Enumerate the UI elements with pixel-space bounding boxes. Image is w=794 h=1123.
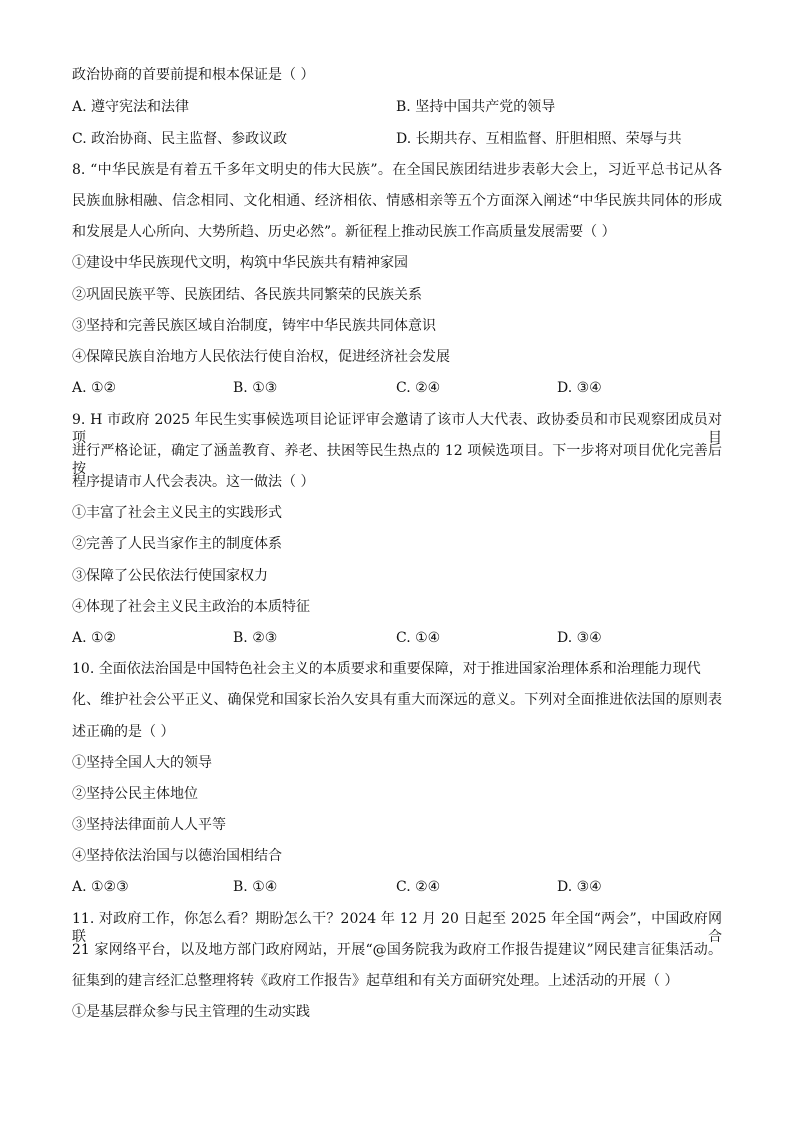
q9-option-a: A. ①② <box>72 630 117 646</box>
q8-item-4: ④保障民族自治地方人民依法行使自治权，促进经济社会发展 <box>72 349 450 365</box>
q10-item-4: ④坚持依法治国与以德治国相结合 <box>72 848 282 864</box>
q10-item-2: ②坚持公民主体地位 <box>72 786 198 802</box>
q9-option-b: B. ②③ <box>233 630 278 646</box>
q10-option-b: B. ①④ <box>233 879 278 895</box>
q8-stem-line-2: 民族血脉相融、信念相同、文化相通、经济相依、情感相亲等五个方面深入阐述“中华民族共同体的形成 <box>72 193 722 209</box>
q10-option-c: C. ②④ <box>396 879 441 895</box>
q9-option-c: C. ①④ <box>396 630 441 646</box>
q11-stem-line-3: 征集到的建言经汇总整理将转《政府工作报告》起草组和有关方面研究处理。上述活动的开展（ ） <box>72 973 679 989</box>
q7-stem: 政治协商的首要前提和根本保证是（ ） <box>72 67 315 83</box>
q10-option-d: D. ③④ <box>557 879 602 895</box>
q11-stem-line-2: 21 家网络平台，以及地方部门政府网站，开展“@国务院我为政府工作报告提建议”网民建言征集活动。 <box>72 942 722 958</box>
q9-item-4: ④体现了社会主义民主政治的本质特征 <box>72 599 310 615</box>
q9-stem-line-2: 进行严格论证，确定了涵盖教育、养老、扶困等民生热点的 12 项候选项目。下一步将对项目优化完善后按 <box>72 443 722 477</box>
q10-item-3: ③坚持法律面前人人平等 <box>72 817 226 833</box>
q8-item-3: ③坚持和完善民族区域自治制度，铸牢中华民族共同体意识 <box>72 318 436 334</box>
q9-stem-line-1: 9. H 市政府 2025 年民生实事候选项目论证评审会邀请了该市人大代表、政协委员和市民观察团成员对项目 <box>72 412 722 446</box>
q9-item-2: ②完善了人民当家作主的制度体系 <box>72 536 282 552</box>
q9-stem-line-3: 程序提请市人代会表决。这一做法（ ） <box>72 474 315 490</box>
q7-option-b: B. 坚持中国共产党的领导 <box>396 99 556 115</box>
q7-option-d: D. 长期共存、互相监督、肝胆相照、荣辱与共 <box>396 131 682 147</box>
q10-stem-line-2: 化、维护社会公平正义、确保党和国家长治久安具有重大而深远的意义。下列对全面推进依法国的原则表 <box>72 692 722 708</box>
q8-option-a: A. ①② <box>72 380 117 396</box>
q8-option-c: C. ②④ <box>396 380 441 396</box>
q10-option-a: A. ①②③ <box>72 879 129 895</box>
q11-stem-line-1: 11. 对政府工作，你怎么看？期盼怎么干？2024 年 12 月 20 日起至 2025 年全国“两会”，中国政府网联合 <box>72 911 722 945</box>
q8-item-1: ①建设中华民族现代文明，构筑中华民族共有精神家园 <box>72 255 408 271</box>
q9-option-d: D. ③④ <box>557 630 602 646</box>
q9-item-3: ③保障了公民依法行使国家权力 <box>72 568 268 584</box>
q8-stem-line-3: 和发展是人心所向、大势所趋、历史必然”。新征程上推动民族工作高质量发展需要（ ） <box>72 224 616 240</box>
q10-stem-line-1: 10. 全面依法治国是中国特色社会主义的本质要求和重要保障，对于推进国家治理体系和治理能力现代 <box>72 661 701 677</box>
q8-option-b: B. ①③ <box>233 380 278 396</box>
q7-option-c: C. 政治协商、民主监督、参政议政 <box>72 131 288 147</box>
q8-stem-line-1: 8. “中华民族是有着五千多年文明史的伟大民族”。在全国民族团结进步表彰大会上，习近平总书记从各 <box>72 162 722 178</box>
q11-item-1: ①是基层群众参与民主管理的生动实践 <box>72 1004 310 1020</box>
q10-stem-line-3: 述正确的是（ ） <box>72 724 175 740</box>
q8-item-2: ②巩固民族平等、民族团结、各民族共同繁荣的民族关系 <box>72 287 422 303</box>
q9-item-1: ①丰富了社会主义民主的实践形式 <box>72 505 282 521</box>
q7-option-a: A. 遵守宪法和法律 <box>72 99 190 115</box>
q10-item-1: ①坚持全国人大的领导 <box>72 755 212 771</box>
q8-option-d: D. ③④ <box>557 380 602 396</box>
